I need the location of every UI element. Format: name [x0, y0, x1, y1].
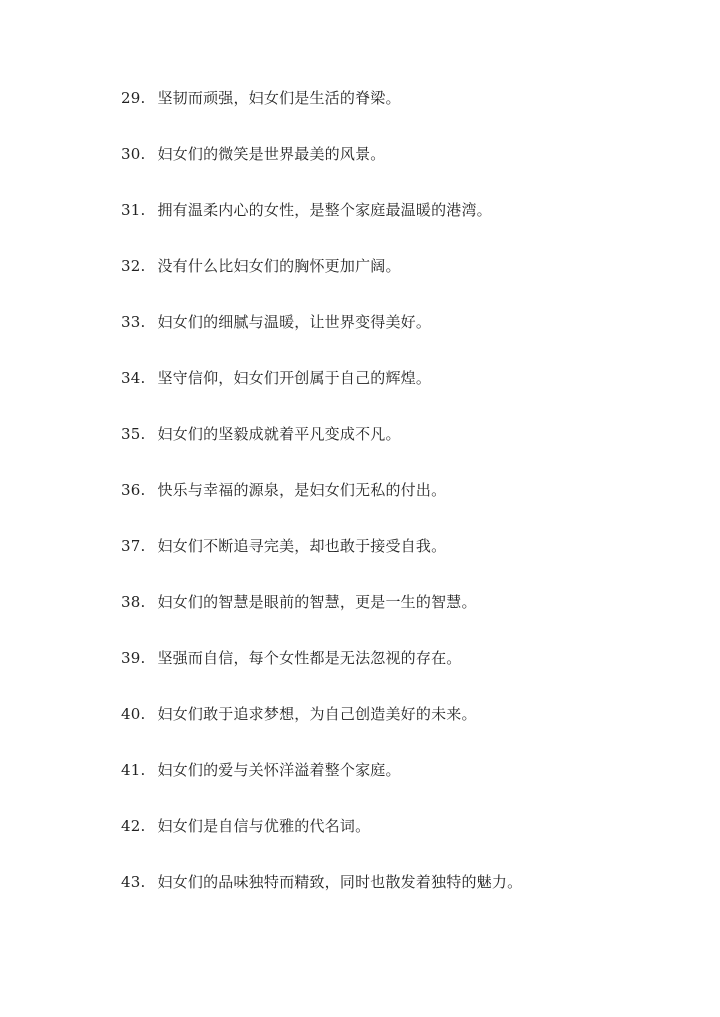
- item-number: 36.: [121, 481, 146, 499]
- list-item: [121, 758, 401, 782]
- list-item: [121, 142, 385, 166]
- list-item: [121, 478, 446, 502]
- item-number: 41.: [121, 761, 146, 779]
- item-number: 37.: [121, 537, 146, 555]
- item-number: 30.: [121, 145, 146, 163]
- list-item: [121, 422, 401, 446]
- item-text: 快乐与幸福的源泉，是妇女们无私的付出。: [157, 481, 447, 499]
- item-number: 29.: [121, 89, 146, 107]
- item-text: 妇女们的微笑是世界最美的风景。: [157, 145, 386, 163]
- item-text: 妇女们不断追寻完美，却也敢于接受自我。: [157, 537, 447, 555]
- item-number: 32.: [121, 257, 146, 275]
- item-number: 42.: [121, 817, 146, 835]
- item-number: 39.: [121, 649, 146, 667]
- item-number: 38.: [121, 593, 146, 611]
- item-text: 妇女们是自信与优雅的代名词。: [157, 817, 371, 835]
- list-item: [121, 590, 477, 614]
- list-item: [121, 86, 401, 110]
- item-text: 没有什么比妇女们的胸怀更加广阔。: [157, 257, 401, 275]
- list-item: [121, 534, 446, 558]
- list-item: [121, 814, 370, 838]
- item-text: 拥有温柔内心的女性，是整个家庭最温暖的港湾。: [157, 201, 492, 219]
- item-text: 坚守信仰，妇女们开创属于自己的辉煌。: [157, 369, 432, 387]
- item-number: 35.: [121, 425, 146, 443]
- list-item: [121, 646, 461, 670]
- list-item: [121, 254, 401, 278]
- item-text: 妇女们敢于追求梦想，为自己创造美好的未来。: [157, 705, 477, 723]
- item-number: 43.: [121, 873, 146, 891]
- list-item: [121, 870, 522, 894]
- item-text: 坚韧而顽强，妇女们是生活的脊梁。: [157, 89, 401, 107]
- item-text: 妇女们的爱与关怀洋溢着整个家庭。: [157, 761, 401, 779]
- list-item: [121, 310, 431, 334]
- item-text: 妇女们的智慧是眼前的智慧，更是一生的智慧。: [157, 593, 477, 611]
- item-text: 坚强而自信，每个女性都是无法忽视的存在。: [157, 649, 462, 667]
- item-number: 31.: [121, 201, 146, 219]
- list-item: [121, 198, 492, 222]
- item-text: 妇女们的细腻与温暖，让世界变得美好。: [157, 313, 432, 331]
- item-text: 妇女们的品味独特而精致，同时也散发着独特的魅力。: [157, 873, 523, 891]
- list-item: [121, 366, 431, 390]
- item-number: 40.: [121, 705, 146, 723]
- item-number: 33.: [121, 313, 146, 331]
- list-item: [121, 702, 477, 726]
- item-number: 34.: [121, 369, 146, 387]
- item-text: 妇女们的坚毅成就着平凡变成不凡。: [157, 425, 401, 443]
